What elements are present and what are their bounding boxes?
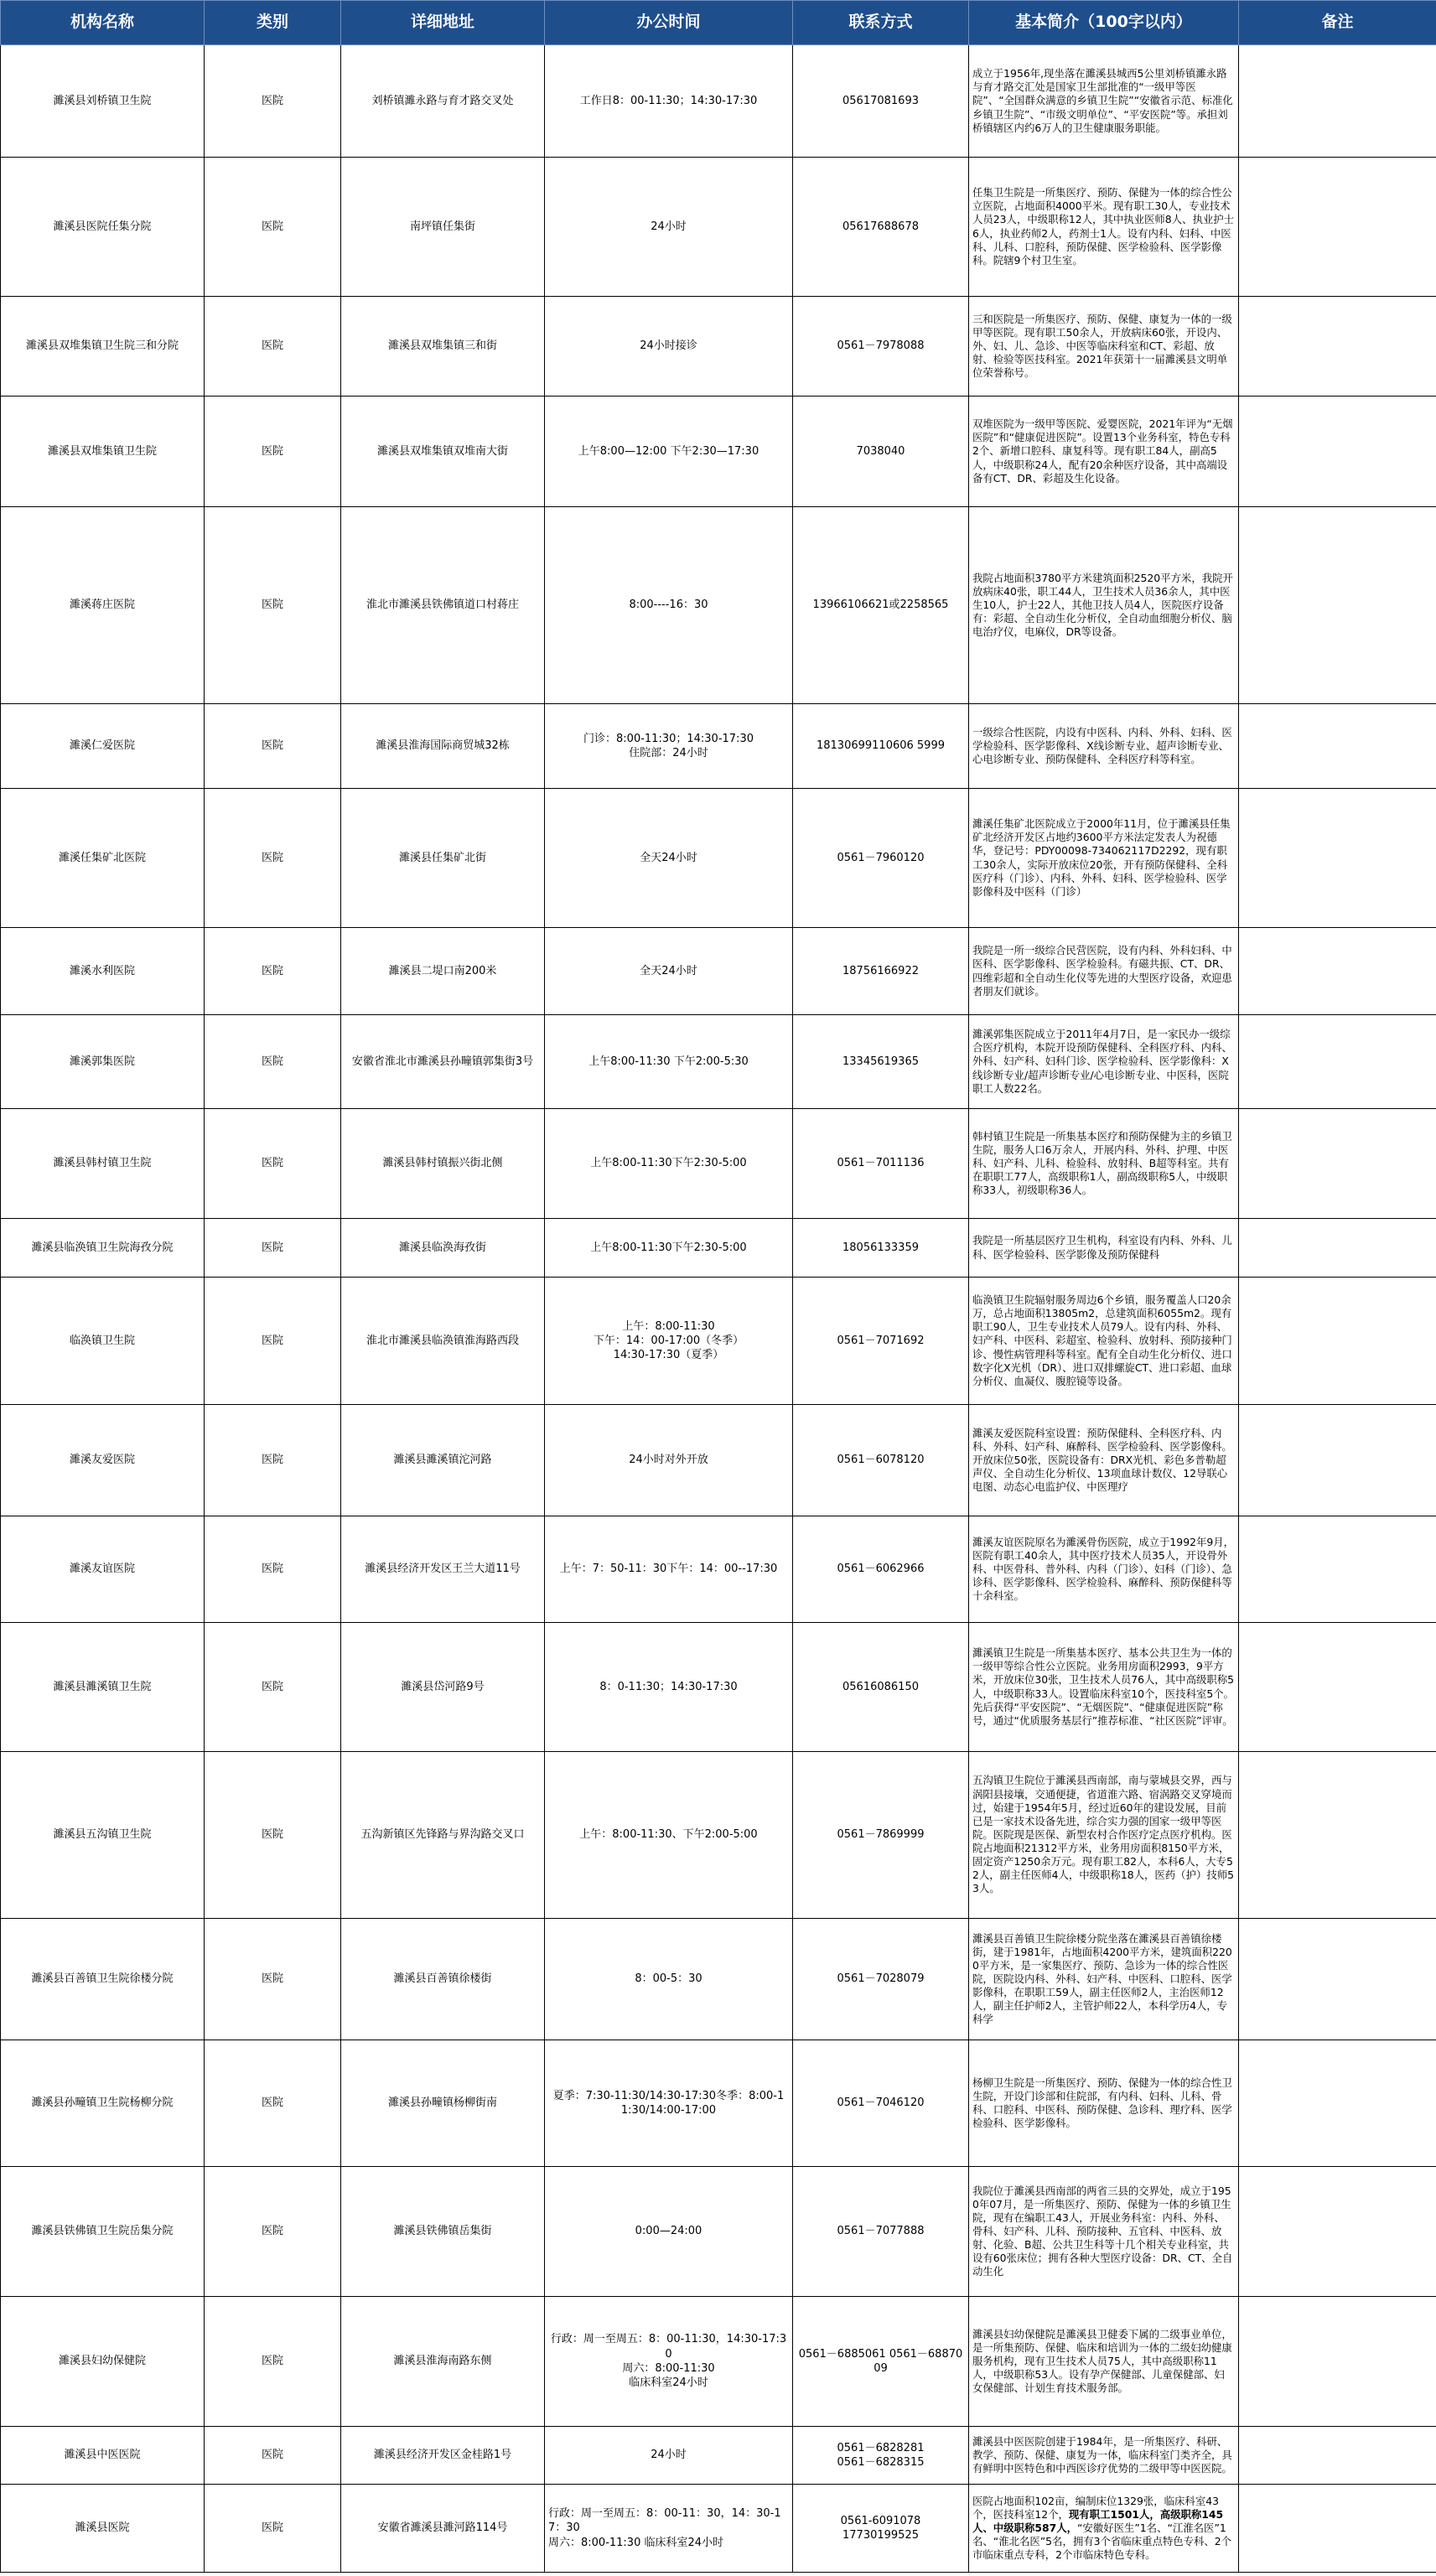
cell-intro: 濉溪县妇幼保健院是濉溪县卫健委下属的二级事业单位，是一所集预防、保健、临床和培训为一体的二级妇幼健康服务机构，现有卫生技术人员75人，其中高级职称11人，中级职称53人。设有孕产保健部、儿童保健部、妇女保健部、计划生育技术服务部。: [969, 2297, 1239, 2427]
cell-address: 濉溪县韩村镇振兴街北侧: [341, 1109, 545, 1219]
intro-part: “安徽好医生”1名、“江淮名医”1名、“淮北名医”5名，拥有3个省临床重点特色专科、2个市临床重点专科，2个市临床特色专科。: [972, 2521, 1232, 2562]
cell-name: 濉溪水利医院: [1, 928, 205, 1015]
cell-contact: 7038040: [793, 397, 969, 507]
cell-contact: 05617688678: [793, 158, 969, 297]
cell-intro: 我院是一所一级综合民营医院，设有内科、外科妇科、中医科、医学影像科、医学检验科。有磁共振、CT、DR、四维彩超和全自动生化仪等先进的大型医疗设备，欢迎患者朋友们就诊。: [969, 928, 1239, 1015]
cell-hours: 全天24小时: [545, 789, 793, 928]
table-row: [1, 1516, 1436, 1623]
table-row: [1, 789, 1436, 928]
cell-contact: 18756166922: [793, 928, 969, 1015]
cell-contact: 18130699110606 5999: [793, 704, 969, 789]
cell-hours: 8:00----16：30: [545, 507, 793, 704]
header-note: 备注: [1239, 1, 1436, 45]
cell-intro: 濉溪县百善镇卫生院徐楼分院坐落在濉溪县百善镇徐楼街，建于1981年，占地面积4200平方米，建筑面积2200平方米，是一家集医疗、预防、急诊为一体的综合性医院，医院设内科、外科、妇产科、中医科、口腔科、医学影像科，在职职工59人，副主任医师2人，主治医师12人，副主任护师2人，主管护师22人，本科学历4人，专科学: [969, 1919, 1239, 2040]
cell-name: 濉溪县医院任集分院: [1, 158, 205, 297]
cell-category: 医院: [205, 1278, 341, 1405]
cell-name: 濉溪仁爱医院: [1, 704, 205, 789]
cell-contact: 0561－7046120: [793, 2040, 969, 2167]
cell-address: 濉溪县濉溪镇沱河路: [341, 1405, 545, 1516]
cell-intro: 成立于1956年,现坐落在濉溪县城西5公里刘桥镇濉永路与育才路交汇处是国家卫生部批准的“一级甲等医院”、“全国群众满意的乡镇卫生院”“安徽省示范、标准化乡镇卫生院”、“市级文明单位”、“平安医院”等。承担刘桥镇辖区内约6万人的卫生健康服务职能。: [969, 45, 1239, 158]
table-row: [1, 2485, 1436, 2573]
table-row: [1, 1623, 1436, 1752]
cell-address: 濉溪县铁佛镇岳集街: [341, 2167, 545, 2297]
cell-hours: 上午8:00-11:30 下午2:00-5:30: [545, 1015, 793, 1109]
cell-name: 濉溪县临涣镇卫生院海孜分院: [1, 1219, 205, 1278]
cell-category: 医院: [205, 397, 341, 507]
cell-hours: 行政：周一至周五：8：00-11:30，14:30-17:30 周六：8:00-11:30 临床科室24小时: [545, 2297, 793, 2427]
cell-address: 刘桥镇濉永路与育才路交叉处: [341, 45, 545, 158]
cell-note: [1239, 158, 1436, 297]
header-row: [1, 1, 1436, 45]
cell-contact: 0561－7978088: [793, 297, 969, 397]
cell-name: 濉溪县百善镇卫生院徐楼分院: [1, 1919, 205, 2040]
cell-hours: 8：0-11:30；14:30-17:30: [545, 1623, 793, 1752]
cell-intro: 濉溪郭集医院成立于2011年4月7日，是一家民办一级综合医疗机构，本院开设预防保健科、全科医疗科、内科、外科、妇产科、妇科门诊、医学检验科、医学影像科：X线诊断专业/超声诊断专业/心电诊断专业、中医科，医院职工人数22名。: [969, 1015, 1239, 1109]
table-row: [1, 1015, 1436, 1109]
cell-intro: [969, 2485, 1239, 2573]
cell-contact: 0561－7077888: [793, 2167, 969, 2297]
table-row: [1, 397, 1436, 507]
header-hours: 办公时间: [545, 1, 793, 45]
cell-category: 医院: [205, 45, 341, 158]
table-row: [1, 158, 1436, 297]
cell-intro: 我院是一所基层医疗卫生机构，科室设有内科、外科、儿科、医学检验科、医学影像及预防保健科: [969, 1219, 1239, 1278]
cell-address: 淮北市濉溪县临涣镇淮海路西段: [341, 1278, 545, 1405]
header-intro: 基本简介（100字以内）: [969, 1, 1239, 45]
cell-address: 濉溪县百善镇徐楼街: [341, 1919, 545, 2040]
cell-note: [1239, 1109, 1436, 1219]
cell-contact: 0561－7011136: [793, 1109, 969, 1219]
cell-address: 濉溪县双堆集镇双堆南大街: [341, 397, 545, 507]
cell-category: 医院: [205, 1516, 341, 1623]
cell-intro: 我院位于濉溪县西南部的两省三县的交界处，成立于1950年07月，是一所集医疗、预防、保健为一体的乡镇卫生院，现有在编职工43人，开展业务科室：内科、外科、骨科、妇产科、儿科、预防接种、五官科、中医科、放射、化验、B超、公共卫生科等十几个相关专业科室，共设有60张床位；拥有各种大型医疗设备：DR、CT、全自动生化: [969, 2167, 1239, 2297]
cell-category: 医院: [205, 297, 341, 397]
cell-category: 医院: [205, 2427, 341, 2485]
cell-contact: 0561－6828281 0561－6828315: [793, 2427, 969, 2485]
table-row: [1, 45, 1436, 158]
cell-note: [1239, 1219, 1436, 1278]
cell-intro: 韩村镇卫生院是一所集基本医疗和预防保健为主的乡镇卫生院，服务人口6万余人，开展内科、外科、护理、中医科、妇产科、儿科、检验科、放射科、B超等科室。共有在职职工77人，高级职称1人，副高级职称5人，中级职称33人，初级职称36人。: [969, 1109, 1239, 1219]
cell-hours: 上午8:00-11:30下午2:30-5:00: [545, 1109, 793, 1219]
cell-intro: 五沟镇卫生院位于濉溪县西南部，南与蒙城县交界，西与涡阳县接壤，交通便捷，省道淮六路、宿涡路交叉穿境而过，始建于1954年5月，经过近60年的建设发展，目前已是一家技术设备先进，综合实力强的国家一级甲等医院。医院现是医保、新型农村合作医疗定点医疗机构。医院占地面积21312平方米，业务用房面积8150平方米，固定资产1250余万元。现有职工82人，本科6人，大专52人，副主任医师4人，中级职称18人，医药（护）技师53人。: [969, 1752, 1239, 1919]
cell-category: 医院: [205, 2297, 341, 2427]
cell-name: 濉溪县妇幼保健院: [1, 2297, 205, 2427]
cell-category: 医院: [205, 2485, 341, 2573]
table-row: [1, 1405, 1436, 1516]
cell-note: [1239, 928, 1436, 1015]
table-row: [1, 1752, 1436, 1919]
table-row: [1, 704, 1436, 789]
cell-category: 医院: [205, 1219, 341, 1278]
cell-contact: 0561－6885061 0561－6887009: [793, 2297, 969, 2427]
table-row: [1, 1278, 1436, 1405]
cell-note: [1239, 789, 1436, 928]
cell-note: [1239, 1015, 1436, 1109]
cell-contact: 05616086150: [793, 1623, 969, 1752]
cell-intro: 我院占地面积3780平方米建筑面积2520平方米，我院开放病床40张，职工44人，卫生技术人员36余人，其中医生10人，护士22人，其他卫技人员4人，医院医疗设备有：彩超、全自动生化分析仪，全自动血细胞分析仪、脑电治疗仪，电麻仪，DR等设备。: [969, 507, 1239, 704]
cell-note: [1239, 1516, 1436, 1623]
cell-note: [1239, 2485, 1436, 2573]
cell-name: 濉溪县铁佛镇卫生院岳集分院: [1, 2167, 205, 2297]
cell-category: 医院: [205, 1919, 341, 2040]
cell-name: 濉溪县医院: [1, 2485, 205, 2573]
cell-contact: 0561－7028079: [793, 1919, 969, 2040]
cell-intro: 杨柳卫生院是一所集医疗、预防、保健为一体的综合性卫生院，开设门诊部和住院部，有内科、妇科、儿科、骨科、口腔科、中医科、预防保健、急诊科、理疗科、医学检验科、医学影像科。: [969, 2040, 1239, 2167]
cell-contact: 0561－6062966: [793, 1516, 969, 1623]
cell-intro: 濉溪县中医医院创建于1984年，是一所集医疗、科研、教学、预防、保健、康复为一体，临床科室门类齐全，具有鲜明中医特色和中西医诊疗优势的二级甲等中医医院。: [969, 2427, 1239, 2485]
cell-hours: 8：00-5：30: [545, 1919, 793, 2040]
header-contact: 联系方式: [793, 1, 969, 45]
intro-part: 医院占地面积102亩，编制床位1329张，临床科室43个，医技科室12个，: [972, 2494, 1219, 2521]
cell-address: 淮北市濉溪县铁佛镇道口村蒋庄: [341, 507, 545, 704]
cell-category: 医院: [205, 1752, 341, 1919]
cell-intro: 濉溪友谊医院原名为濉溪骨伤医院，成立于1992年9月，医院有职工40余人，其中医疗技术人员35人，开设骨外科、中医骨科、普外科、内科（门诊）、妇科（门诊）、急诊科、医学影像科、医学检验科、麻醉科、预防保健科等十余科室。: [969, 1516, 1239, 1623]
cell-hours: 门诊：8:00-11:30；14:30-17:30 住院部：24小时: [545, 704, 793, 789]
cell-name: 濉溪县孙疃镇卫生院杨柳分院: [1, 2040, 205, 2167]
cell-intro: 濉溪任集矿北医院成立于2000年11月，位于濉溪县任集矿北经济开发区占地约3600平方米法定发表人为祝德华，登记号：PDY00098-734062117D2292，现有职工30余人，实际开放床位20张，开有预防保健科、全科医疗科（门诊）、内科、外科、妇科、医学检验科、医学影像科及中医科（门诊）: [969, 789, 1239, 928]
cell-intro: 濉溪友爱医院科室设置：预防保健科、全科医疗科、内科、外科、妇产科、麻醉科、医学检验科、医学影像科。开放床位50张，医院设备有：DRX光机、彩色多普勒超声仪、全自动生化分析仪、13项血球计数仪、12导联心电图、动态心电监护仪、中医理疗: [969, 1405, 1239, 1516]
cell-intro: 一级综合性医院，内设有中医科、内科、外科、妇科、医学检验科、医学影像科、X线诊断专业、超声诊断专业、心电诊断专业、预防保健科、全科医疗科等科室。: [969, 704, 1239, 789]
cell-name: 濉溪县五沟镇卫生院: [1, 1752, 205, 1919]
table-row: [1, 2427, 1436, 2485]
cell-category: 医院: [205, 1109, 341, 1219]
cell-category: 医院: [205, 1015, 341, 1109]
cell-note: [1239, 2297, 1436, 2427]
cell-hours: 0:00—24:00: [545, 2167, 793, 2297]
cell-contact: 0561-6091078 17730199525: [793, 2485, 969, 2573]
cell-name: 濉溪县刘桥镇卫生院: [1, 45, 205, 158]
cell-intro: 任集卫生院是一所集医疗、预防、保健为一体的综合性公立医院，占地面积4000平米。现有职工30人，专业技术人员23人，中级职称12人，其中执业医师8人、执业护士6人，执业药师2人，药剂士1人。设有内科、妇科、中医科、儿科、口腔科，预防保健、医学检验科、医学影像科。院辖9个村卫生室。: [969, 158, 1239, 297]
cell-note: [1239, 45, 1436, 158]
cell-note: [1239, 1623, 1436, 1752]
table-row: [1, 1109, 1436, 1219]
cell-hours: 全天24小时: [545, 928, 793, 1015]
header-category: 类别: [205, 1, 341, 45]
cell-contact: 13966106621或2258565: [793, 507, 969, 704]
cell-address: 南坪镇任集街: [341, 158, 545, 297]
cell-category: 医院: [205, 1623, 341, 1752]
table-row: [1, 1919, 1436, 2040]
table-row: [1, 928, 1436, 1015]
cell-address: 濉溪县经济开发区王兰大道11号: [341, 1516, 545, 1623]
table-row: [1, 297, 1436, 397]
cell-category: 医院: [205, 2040, 341, 2167]
cell-hours: 24小时: [545, 2427, 793, 2485]
cell-note: [1239, 1919, 1436, 2040]
cell-address: 安徽省淮北市濉溪县孙疃镇郭集街3号: [341, 1015, 545, 1109]
cell-hours: 上午8:00-11:30下午2:30-5:00: [545, 1219, 793, 1278]
cell-address: 濉溪县临涣海孜街: [341, 1219, 545, 1278]
cell-hours: 上午：8:00-11:30、下午2:00-5:00: [545, 1752, 793, 1919]
cell-note: [1239, 2427, 1436, 2485]
cell-intro: 临涣镇卫生院辐射服务周边6个乡镇，服务覆盖人口20余万，总占地面积13805m2，总建筑面积6055m2。现有职工90人，卫生专业技术人员79人。设有内科、外科、妇产科、中医科、彩超室、检验科、放射科、预防接种门诊、慢性病管理科等科室。配有全自动生化分析仪、进口数字化X光机（DR）、进口双排螺旋CT、进口彩超、血球分析仪、血凝仪、腹腔镜等设备。: [969, 1278, 1239, 1405]
cell-note: [1239, 1752, 1436, 1919]
cell-contact: 0561－7869999: [793, 1752, 969, 1919]
cell-address: 濉溪县岱河路9号: [341, 1623, 545, 1752]
cell-contact: 0561－6078120: [793, 1405, 969, 1516]
table-row: [1, 2167, 1436, 2297]
cell-name: 濉溪县濉溪镇卫生院: [1, 1623, 205, 1752]
cell-name: 临涣镇卫生院: [1, 1278, 205, 1405]
cell-name: 濉溪任集矿北医院: [1, 789, 205, 928]
cell-hours: 上午8:00—12:00 下午2:30—17:30: [545, 397, 793, 507]
cell-contact: 05617081693: [793, 45, 969, 158]
cell-category: 医院: [205, 704, 341, 789]
cell-category: 医院: [205, 1405, 341, 1516]
cell-intro: 双堆医院为一级甲等医院、爱婴医院，2021年评为“无烟医院”和“健康促进医院”。设置13个业务科室，特色专科2个、新增口腔科、康复科等。现有职工84人，副高5人，中级职称24人，配有20余种医疗设备，其中高端设备有CT、DR、彩超及生化设备。: [969, 397, 1239, 507]
cell-name: 濉溪县中医医院: [1, 2427, 205, 2485]
cell-address: 濉溪县孙疃镇杨柳街南: [341, 2040, 545, 2167]
cell-category: 医院: [205, 507, 341, 704]
cell-hours: 夏季：7:30-11:30/14:30-17:30冬季：8:00-11:30/14:00-17:00: [545, 2040, 793, 2167]
cell-hours: 24小时: [545, 158, 793, 297]
cell-name: 濉溪友谊医院: [1, 1516, 205, 1623]
table-row: [1, 507, 1436, 704]
cell-note: [1239, 397, 1436, 507]
cell-hours: 行政：周一至周五：8：00-11：30，14：30-17：30 周六：8:00-11:30 临床科室24小时: [545, 2485, 793, 2573]
cell-note: [1239, 2167, 1436, 2297]
cell-contact: 0561－7960120: [793, 789, 969, 928]
cell-hours: 上午：7：50-11：30下午：14：00--17:30: [545, 1516, 793, 1623]
cell-note: [1239, 507, 1436, 704]
cell-name: 濉溪友爱医院: [1, 1405, 205, 1516]
cell-address: 濉溪县淮海国际商贸城32栋: [341, 704, 545, 789]
intro-highlight: 现有职工1501人，高级职称145人、中级职称587人，: [972, 2507, 1224, 2534]
cell-name: 濉溪县双堆集镇卫生院: [1, 397, 205, 507]
cell-note: [1239, 1405, 1436, 1516]
cell-name: 濉溪县韩村镇卫生院: [1, 1109, 205, 1219]
cell-address: 五沟新镇区先锋路与界沟路交叉口: [341, 1752, 545, 1919]
cell-contact: 13345619365: [793, 1015, 969, 1109]
cell-address: 濉溪县二堤口南200米: [341, 928, 545, 1015]
cell-name: 濉溪蒋庄医院: [1, 507, 205, 704]
cell-intro: 三和医院是一所集医疗、预防、保健、康复为一体的一级甲等医院。现有职工50余人，开放病床60张，开设内、外、妇、儿、急诊、中医等临床科室和CT、彩超、放射、检验等医技科室。2021年获第十一届濉溪县文明单位荣誉称号。: [969, 297, 1239, 397]
cell-category: 医院: [205, 158, 341, 297]
cell-contact: 0561－7071692: [793, 1278, 969, 1405]
cell-hours: 工作日8：00-11:30；14:30-17:30: [545, 45, 793, 158]
cell-hours: 24小时接诊: [545, 297, 793, 397]
cell-category: 医院: [205, 928, 341, 1015]
cell-contact: 18056133359: [793, 1219, 969, 1278]
table-row: [1, 2297, 1436, 2427]
header-address: 详细地址: [341, 1, 545, 45]
cell-address: 安徽省濉溪县濉河路114号: [341, 2485, 545, 2573]
table-row: [1, 1219, 1436, 1278]
cell-address: 濉溪县双堆集镇三和街: [341, 297, 545, 397]
cell-hours: 24小时对外开放: [545, 1405, 793, 1516]
cell-category: 医院: [205, 2167, 341, 2297]
cell-note: [1239, 297, 1436, 397]
cell-intro: 濉溪镇卫生院是一所集基本医疗、基本公共卫生为一体的一级甲等综合性公立医院。业务用房面积2993，9平方米，开放床位30张，卫生技术人员76人，其中高级职称5人，中级职称33人。设置临床科室10个，医技科室5个。 先后获得“平安医院”、“无烟医院”、“健康促进医院”称号，通过“优质服务基层行”推荐标准、“社区医院”评审。: [969, 1623, 1239, 1752]
cell-address: 濉溪县淮海南路东侧: [341, 2297, 545, 2427]
header-name: 机构名称: [1, 1, 205, 45]
cell-note: [1239, 2040, 1436, 2167]
cell-address: 濉溪县经济开发区金桂路1号: [341, 2427, 545, 2485]
cell-hours: 上午：8:00-11:30 下午：14：00-17:00（冬季） 14:30-17:30（夏季）: [545, 1278, 793, 1405]
cell-note: [1239, 1278, 1436, 1405]
cell-category: 医院: [205, 789, 341, 928]
cell-address: 濉溪县任集矿北街: [341, 789, 545, 928]
cell-name: 濉溪县双堆集镇卫生院三和分院: [1, 297, 205, 397]
table-row: [1, 2040, 1436, 2167]
cell-name: 濉溪郭集医院: [1, 1015, 205, 1109]
cell-note: [1239, 704, 1436, 789]
